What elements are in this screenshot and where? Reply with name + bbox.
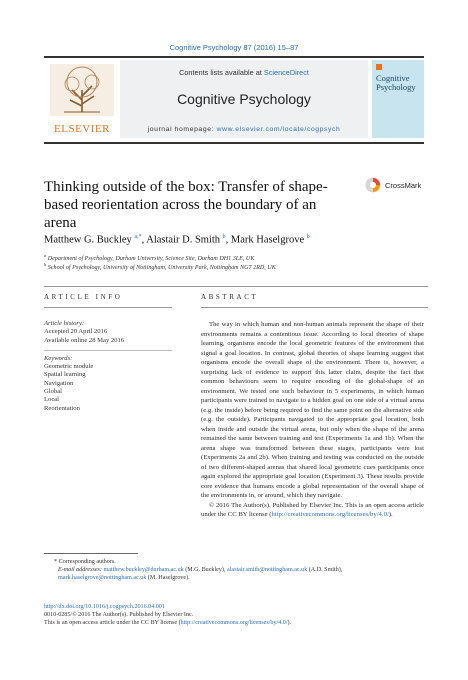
author-affil-sup[interactable]: b [306, 234, 310, 240]
keyword: Local [44, 396, 60, 404]
article-title: Thinking outside of the box: Transfer of shape-based reorientation across the boundary of an arena [44, 179, 328, 231]
affiliation [44, 262, 424, 271]
crossmark-label: CrossMark [385, 181, 422, 190]
abstract-paragraph: The way in which human and non-human animals represent the shape of their environments remains a contentious issue. According to local theories of shape learning, organisms encode the local geometric features of the environment that signal a goal location. In contrast, global theories of shape learning suggest that organisms encode the overall shape of the environment. There is, however, a surprising lack of evidence to support this latter claim, despite the fact that common behaviours seem to require encoding of the global-shape of an environment. We tested one such behaviour in 5 experiments, in which human participants were trained to navigate to a hidden goal on one side of a virtual arena (e.g. the inside) before being required to find the same point on the alternative side (e.g. the outside). Participants navigated to the appropriate goal location, both when inside and outside the virtual arena, but only when the shape of the arena remained the same between training and test (Experiments 1a and 1b). When the arena shape was transformed between these stages, participants were lost (Experiments 2a and 2b). When training and testing was conducted on the outside of two different-shaped arenas that shared local geometric cues participants once again explored the appropriate goal location (Experiment 3). These results provide core evidence that humans encode a global representation of the overall shape of the environments in, or around, which they navigate. [201, 321, 424, 499]
article-info [44, 320, 172, 413]
elsevier-logo[interactable] [44, 60, 120, 138]
issn-line: 0010-0285/© 2016 The Author(s). Published by Elsevier Inc. [44, 612, 194, 619]
keywords-label: Keywords: [44, 354, 73, 362]
keyword: Global [44, 388, 62, 396]
footnotes [44, 558, 428, 583]
email-owner: (A.D. Smith), [307, 567, 343, 574]
oa-line [44, 619, 428, 627]
author-affil-sup[interactable]: b [222, 234, 226, 240]
email-link[interactable]: matthew.buckley@durham.ac.uk [103, 567, 184, 574]
author-name: Matthew G. Buckley [44, 234, 132, 246]
author-list: Matthew G. Buckley $^{a,*}$, Alastair D. Smith $^b$, Mark Haselgrove $^b$ [44, 234, 310, 246]
contents-line [120, 68, 368, 77]
affiliation [44, 253, 424, 262]
journal-cover[interactable] [372, 60, 424, 138]
article-info-heading: ARTICLE INFO [44, 293, 123, 301]
crossmark-badge[interactable] [365, 177, 435, 195]
corresponding-note: * Corresponding authors. [54, 559, 116, 565]
cover-logo-icon [376, 64, 382, 70]
copyright-line [201, 501, 424, 520]
sciencedirect-link[interactable]: ScienceDirect [263, 68, 309, 77]
journal-title: Cognitive Psychology [177, 91, 311, 107]
copyright-text: © 2016 The Author(s). Published by Elsevier Inc. This is an open access article under the CC BY license ( [201, 501, 424, 518]
divider [44, 286, 428, 287]
copyright-end: ). [388, 511, 393, 518]
homepage-prefix: journal homepage: [147, 126, 217, 133]
email-link[interactable]: mark.haselgrove@nottingham.ac.uk [58, 575, 147, 582]
abstract-heading: ABSTRACT [201, 293, 259, 301]
doi-link[interactable]: http://dx.doi.org/10.1016/j.cogpsych.2016.04.001 [44, 604, 165, 610]
history-item: Accepted 20 April 2016 [44, 328, 108, 336]
journal-citation[interactable]: Cognitive Psychology 87 (2016) 15–87 [169, 43, 299, 52]
affiliation-sup: a [44, 253, 47, 258]
header-top-rule [44, 56, 424, 58]
contents-prefix: Contents lists available at [179, 68, 264, 77]
oa-license-link[interactable]: http://creativecommons.org/licenses/by/4.0/ [180, 620, 288, 627]
abstract-body [201, 320, 424, 520]
keyword: Spatial learning [44, 371, 86, 379]
affiliation-sup: b [44, 262, 47, 267]
journal-header [44, 60, 424, 140]
author-name: Alastair D. Smith [146, 234, 221, 246]
header-center-panel [120, 60, 368, 138]
history-label: Article history: [44, 320, 85, 327]
email-line [44, 566, 428, 582]
email-owner: (M. Haselgrove). [146, 575, 190, 582]
email-owner: (M.G. Buckley), [183, 567, 227, 574]
article-meta-footer [44, 603, 428, 628]
email-label: E-mail addresses: [58, 567, 104, 574]
affiliation-text: School of Psychology, University of Nottingham, University Park, Nottingham NG7 2RD, UK [47, 265, 276, 272]
keyword: Reorientation [44, 404, 80, 412]
divider [44, 350, 172, 351]
keyword: Navigation [44, 379, 74, 387]
keyword: Geometric module [44, 363, 94, 371]
license-link[interactable]: http://creativecommons.org/licenses/by/4.0/ [271, 511, 389, 518]
oa-text: This is an open access article under the CC BY license ( [44, 620, 181, 627]
crossmark-icon [365, 177, 381, 193]
divider [44, 307, 172, 308]
author-affil-sup[interactable]: a,* [134, 234, 142, 240]
oa-end: ). [287, 620, 292, 627]
history-item: Available online 28 May 2016 [44, 336, 125, 344]
affiliation-text: Department of Psychology, Durham University, Science Site, Durham DH1 3LE, UK [47, 256, 255, 263]
cover-title: Cognitive Psychology [376, 73, 416, 92]
footnote-rule [44, 553, 138, 554]
homepage-link[interactable]: www.elsevier.com/locate/cogpsych [216, 126, 341, 133]
email-link[interactable]: alastair.smith@nottingham.ac.uk [227, 567, 308, 574]
author-name: Mark Haselgrove [230, 234, 305, 246]
header-bottom-rule [44, 142, 424, 144]
divider [201, 307, 428, 308]
publisher-name: ELSEVIER [54, 123, 110, 135]
homepage-line [120, 126, 368, 133]
